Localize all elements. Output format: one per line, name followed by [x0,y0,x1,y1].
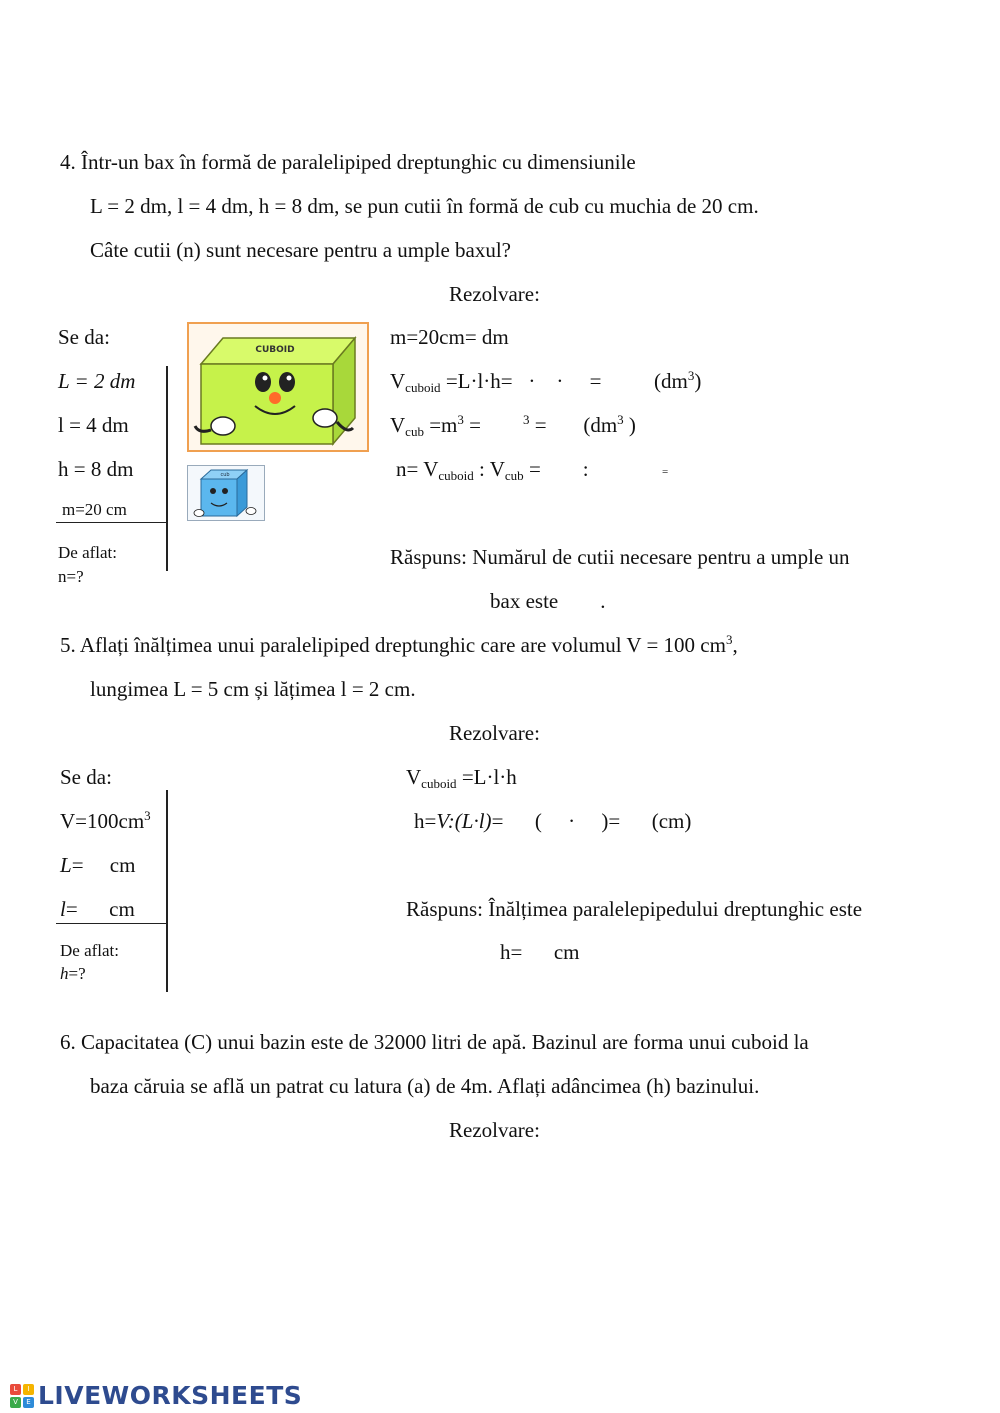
liveworksheets-logo[interactable] [10,1381,302,1410]
problem4-rezolvare-heading: Rezolvare: [449,282,540,306]
problem5-given-l: l= cm [60,897,135,921]
given-separator-2 [56,923,168,924]
problem4-eq-count-equals: = [662,466,669,478]
problem4-given-L: L = 2 dm [58,369,136,393]
problem5-given-V: $V=100cm^3$ [60,808,151,833]
cube-character-image [187,465,265,521]
problem4-statement-line2: L = 2 dm, l = 4 dm, h = 8 dm, se pun cutii în formă de cub cu muchia de 20 cm. [90,194,759,218]
problem5-eq-volume-formula: $V_{cuboid} =L\cdot l\cdot h$ [406,765,517,791]
problem4-eq-count: $n= V_{cuboid}$ : $V_{cub}$ = : [396,457,589,483]
problem4-statement-line3: Câte cutii (n) sunt necesare pentru a umple baxul? [90,238,512,262]
logo-tiles-icon: L I V E [10,1384,34,1408]
problem5-unknown: h=? [60,964,86,983]
problem4-answer-line2: bax este . [490,589,606,613]
cube-image-label: cub [220,472,230,478]
problem4-unknown: n=? [58,567,84,586]
problem6-rezolvare-heading: Rezolvare: [449,1118,540,1142]
problem5-se-da-label: Se da: [60,765,112,789]
problem5-eq-height: h=V:(L·l)= ( · )= (cm) [414,809,692,833]
given-vertical-divider-2 [166,790,168,992]
problem4-given-l: l = 4 dm [58,413,129,437]
problem4-answer-line1: Răspuns: Numărul de cutii necesare pentru a umple un [390,545,850,569]
logo-text: LIVEWORKSHEETS [38,1381,303,1410]
problem4-se-da-label: Se da: [58,325,110,349]
problem4-eq-m-conversion: m=20cm= dm [390,325,509,349]
problem4-eq-volume-cuboid: $V_{cuboid} =L\cdot l\cdot h=$ · · = $(dm^3)$ [390,368,702,395]
problem4-de-aflat-label: De aflat: [58,543,117,562]
problem6-statement-line1: 6. Capacitatea (C) unui bazin este de 32000 litri de apă. Bazinul are forma unui cuboid la [60,1030,809,1054]
problem5-statement-line1: 5. Aflați înălțimea unui paralelipiped dreptunghic care are volumul V = 100 $cm^3$, [60,632,738,657]
problem4-eq-volume-cube: $V_{cub} =m^3$ = $^3$ = ($dm^3$ ) [390,412,636,439]
problem4-given-m: m=20 cm [62,500,127,519]
problem5-rezolvare-heading: Rezolvare: [449,721,540,745]
problem5-de-aflat-label: De aflat: [60,941,119,960]
cuboid-character-image [187,322,369,452]
cuboid-image-label: CUBOID [255,345,295,355]
problem5-given-L: L= cm [60,853,136,877]
problem4-given-h: h = 8 dm [58,457,134,481]
problem5-statement-line2: lungimea L = 5 cm și lățimea l = 2 cm. [90,677,416,701]
given-vertical-divider [166,366,168,571]
problem6-statement-line2: baza căruia se află un patrat cu latura (a) de 4m. Aflați adâncimea (h) bazinului. [90,1074,760,1098]
problem5-answer-line2: h= cm [500,940,580,964]
problem5-answer-line1: Răspuns: Înălțimea paralelepipedului dreptunghic este [406,897,863,921]
given-separator [56,522,168,523]
problem4-statement-line1: 4. Într-un bax în formă de paralelipiped dreptunghic cu dimensiunile [60,150,636,174]
